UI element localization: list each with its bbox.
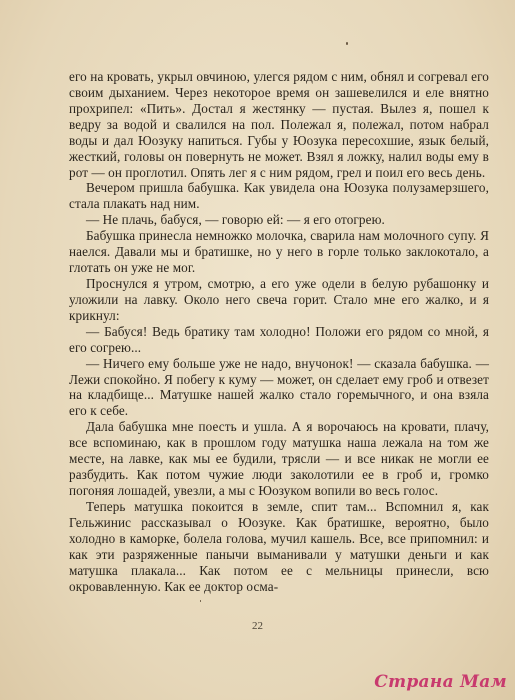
paper-speck: [346, 42, 348, 45]
paragraph: — Ничего ему больше уже не надо, внучонок! — сказала бабушка. — Лежи спокойно. Я побегу к куму — может, он сделает ему гроб и отвезет на кладбище... Матушке нашей жалко стало горемычного, и она взяла его к себе.: [69, 355, 489, 419]
paragraph: Вечером пришла бабушка. Как увидела она Юозука полузамерзшего, стала плакать над ним.: [69, 180, 489, 212]
paragraph: его на кровать, укрыл овчиною, улегся рядом с ним, обнял и согревал его своим дыханием. Через некоторое время он зашевелился и еле внятно прохрипел: «Пить». Достал я жестянку — пустая. Вылез я, пошел к ведру за водой и свалился на пол. Полежал я, полежал, потом набрал воды и дал Юозуку напиться. Губы у Юозука пересохшие, язык белый, жесткий, головы он повернуть не может. Взял я ложку, налил воды ему в рот — он проглотил. Опять лег я с ним рядом, грел и поил его весь день.: [69, 69, 489, 180]
paragraph: Теперь матушка покоится в земле, спит там... Вспомнил я, как Гельжинис рассказывал о Юозуке. Как братишке, вероятно, было холодно в каморке, болела голова, мучил кашель. Все, все припомнил: и как эти разряженные панычи выманивали у матушки деньги и как матушка плакала... Как потом ее с мельницы принесли, всю окровавленную. Как ее доктор осма-: [69, 498, 489, 594]
paragraph: Бабушка принесла немножко молочка, сварила нам молочного супу. Я наелся. Давали мы и братишке, но у него в горле только заклокотало, а глотать он уже не мог.: [69, 228, 489, 276]
page-number: 22: [252, 620, 263, 632]
paragraph: Дала бабушка мне поесть и ушла. А я ворочаюсь на кровати, плачу, все вспоминаю, как в прошлом году матушка наша лежала на том же месте, на лавке, как мы ее будили, трясли — и все никак не могли ее разбудить. Как потом чужие люди заколотили ее в гроб и, громко погоняя лошадей, увезли, а мы с Юозуком вопили во весь голос.: [69, 419, 489, 498]
book-text: [69, 69, 489, 594]
paragraph: — Бабуся! Ведь братику там холодно! Положи его рядом со мной, я его согрею...: [69, 323, 489, 355]
watermark-logo: Страна Мам: [374, 672, 507, 692]
paragraph: — Не плачь, бабуся, — говорю ей: — я его отогрею.: [86, 212, 385, 228]
paper-speck: [200, 600, 201, 602]
paragraph: Проснулся я утром, смотрю, а его уже одели в белую рубашонку и уложили на лавку. Около него свеча горит. Стало мне его жалко, и я крикнул:: [69, 275, 489, 323]
